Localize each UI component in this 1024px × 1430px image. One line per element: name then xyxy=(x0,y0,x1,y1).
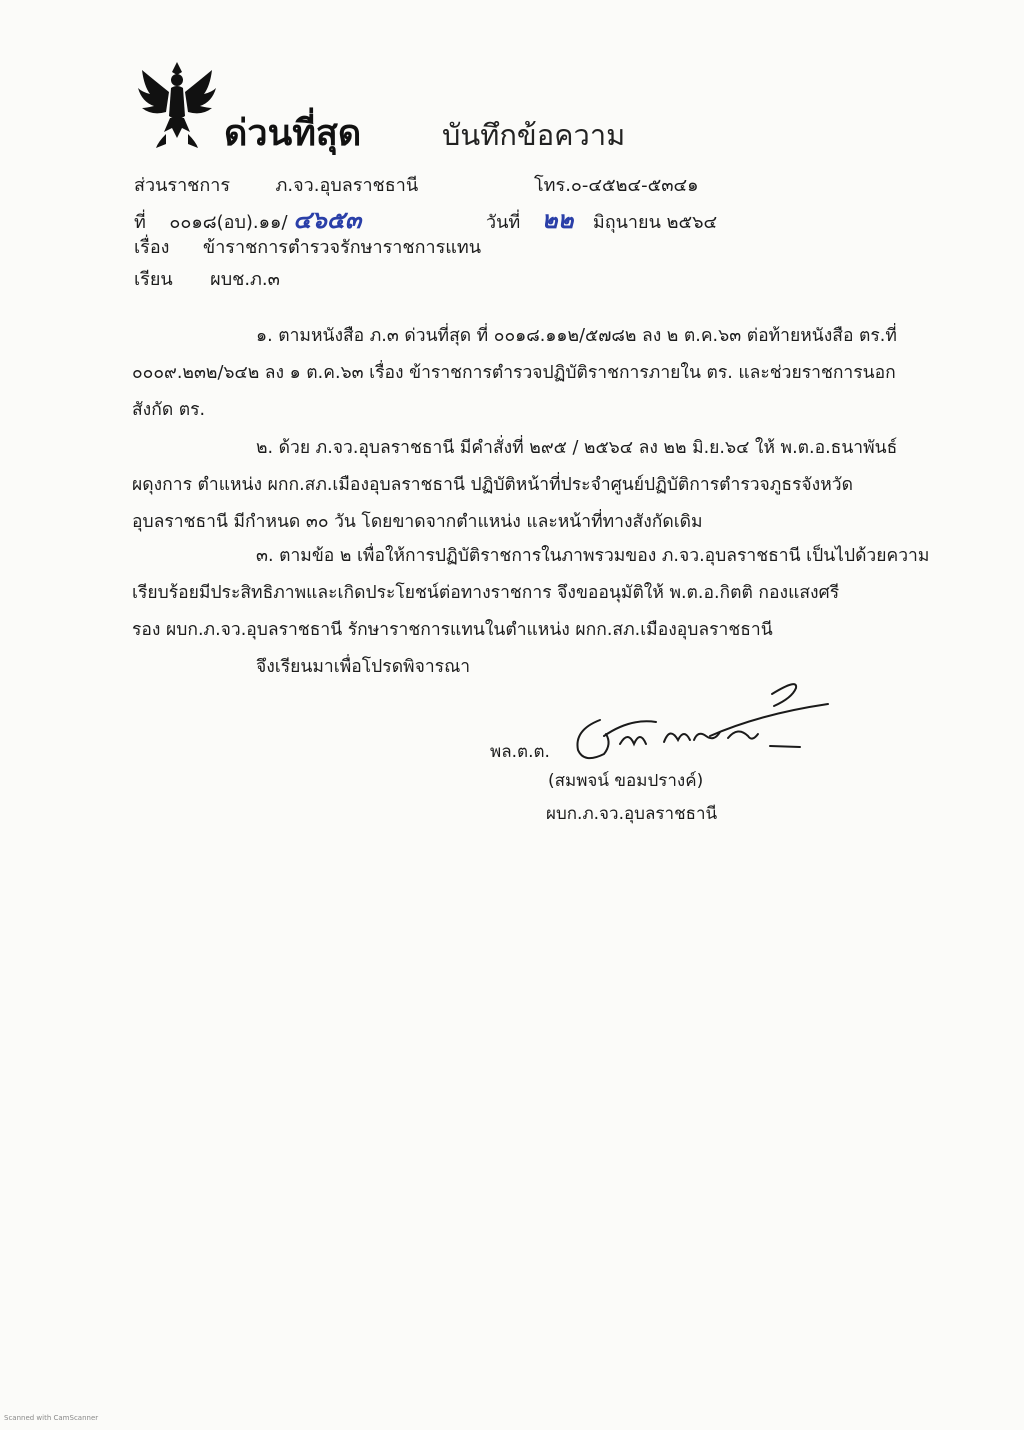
signature-rank: พล.ต.ต. xyxy=(490,742,550,762)
closing-line: จึงเรียนมาเพื่อโปรดพิจารณา xyxy=(256,657,471,677)
signatory-position: ผบก.ภ.จว.อุบลราชธานี xyxy=(546,804,718,824)
date-handwritten-day: ๒๒ xyxy=(541,206,574,234)
paragraph-line: ผดุงการ ตำแหน่ง ผกก.สภ.เมืองอุบลราชธานี ปฏิบัติหน้าที่ประจำศูนย์ปฏิบัติการตำรวจภูธรจังหวัด xyxy=(132,475,853,495)
paragraph-line: เรียบร้อยมีประสิทธิภาพและเกิดประโยชน์ต่อทางราชการ จึงขออนุมัติให้ พ.ต.อ.กิตติ กองแสงศรี xyxy=(132,583,840,603)
agency-value: ภ.จว.อุบลราชธานี xyxy=(275,175,419,196)
handwritten-signature-icon xyxy=(560,674,840,774)
date-row xyxy=(486,200,717,239)
agency-row xyxy=(134,170,418,199)
paragraph-line: รอง ผบก.ภ.จว.อุบลราชธานี รักษาราชการแทนในตำแหน่ง ผกก.สภ.เมืองอุบลราชธานี xyxy=(132,620,773,640)
paragraph-line: ๒. ด้วย ภ.จว.อุบลราชธานี มีคำสั่งที่ ๒๙๕ / ๒๕๖๔ ลง ๒๒ มิ.ย.๖๔ ให้ พ.ต.อ.ธนาพันธ์ xyxy=(256,438,898,458)
subject-label: เรื่อง xyxy=(134,237,170,258)
paragraph-line: สังกัด ตร. xyxy=(132,400,206,420)
agency-label: ส่วนราชการ xyxy=(134,175,231,196)
urgency-title: ด่วนที่สุด xyxy=(224,113,362,154)
subject-value: ข้าราชการตำรวจรักษาราชการแทน xyxy=(202,237,482,258)
signatory-name: (สมพจน์ ขอมปรางค์) xyxy=(548,771,704,791)
document-type-title: บันทึกข้อความ xyxy=(442,118,626,152)
date-label: วันที่ xyxy=(486,212,521,233)
reference-handwritten-number: ๔๖๕๓ xyxy=(293,206,362,234)
phone-number: โทร.๐-๔๕๒๔-๕๓๔๑ xyxy=(534,175,699,196)
paragraph-line: ๑. ตามหนังสือ ภ.๓ ด่วนที่สุด ที่ ๐๐๑๘.๑๑๒/๕๗๘๒ ลง ๒ ต.ค.๖๓ ต่อท้ายหนังสือ ตร.ที่ xyxy=(256,326,897,346)
paragraph-2 xyxy=(132,430,942,541)
subject-row xyxy=(134,232,481,261)
reference-label: ที่ xyxy=(134,212,146,233)
garuda-emblem-icon xyxy=(136,58,218,150)
to-row xyxy=(134,264,280,293)
to-label: เรียน xyxy=(134,269,173,290)
scanner-watermark: Scanned with CamScanner xyxy=(4,1414,99,1422)
paragraph-1 xyxy=(132,318,942,429)
paragraph-line: ๐๐๐๙.๒๓๒/๖๔๒ ลง ๑ ต.ค.๖๓ เรื่อง ข้าราชการตำรวจปฏิบัติราชการภายใน ตร. และช่วยราชการนอก xyxy=(132,363,896,383)
paragraph-line: อุบลราชธานี มีกำหนด ๓๐ วัน โดยขาดจากตำแหน่ง และหน้าที่ทางสังกัดเดิม xyxy=(132,512,703,532)
paragraph-line: ๓. ตามข้อ ๒ เพื่อให้การปฏิบัติราชการในภาพรวมของ ภ.จว.อุบลราชธานี เป็นไปด้วยความ xyxy=(256,546,930,566)
date-month-year: มิถุนายน ๒๕๖๔ xyxy=(592,212,718,233)
paragraph-3 xyxy=(132,538,942,686)
to-value: ผบช.ภ.๓ xyxy=(210,269,280,290)
reference-number: ๐๐๑๘(อบ).๑๑/ xyxy=(169,212,288,233)
